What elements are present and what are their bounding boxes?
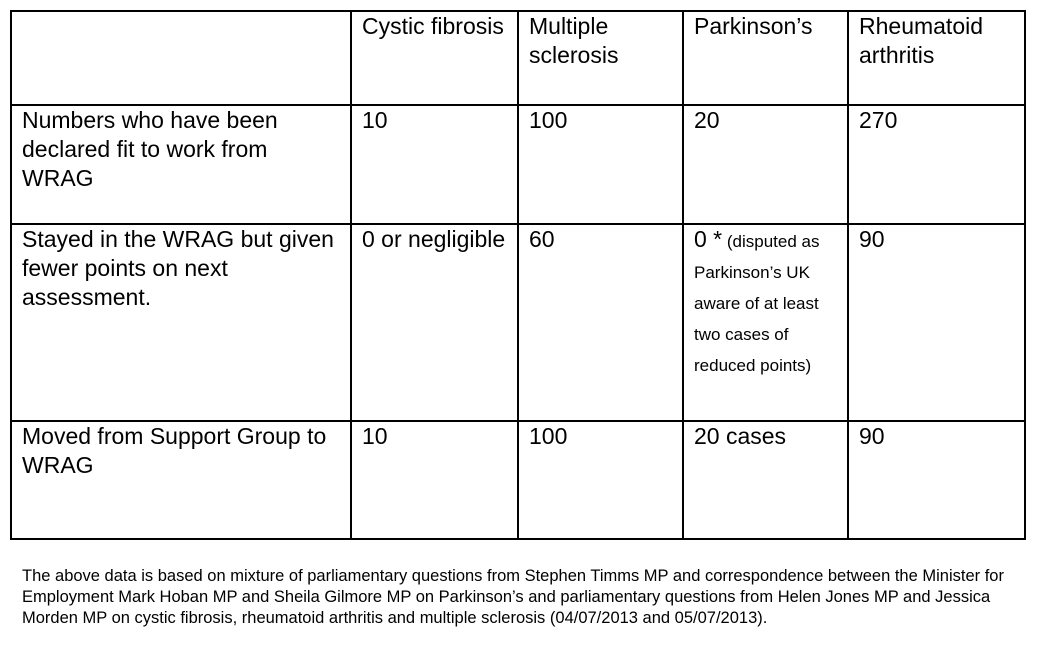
parkinsons-disputed-note: (disputed as Parkinson’s UK aware of at least two cases of reduced points) — [694, 232, 820, 375]
cell-cystic-fibrosis: 10 — [351, 421, 518, 539]
header-cell-parkinsons: Parkinson’s — [683, 11, 848, 105]
cell-rheumatoid-arthritis: 90 — [848, 421, 1025, 539]
cell-parkinsons: 20 cases — [683, 421, 848, 539]
table-row — [11, 224, 1025, 421]
table-row — [11, 421, 1025, 539]
row-label: Numbers who have been declared fit to work from WRAG — [11, 105, 351, 224]
header-cell-rheumatoid-arthritis: Rheumatoid arthritis — [848, 11, 1025, 105]
cell-multiple-sclerosis: 60 — [518, 224, 683, 421]
cell-multiple-sclerosis: 100 — [518, 421, 683, 539]
header-cell-empty — [11, 11, 351, 105]
parkinsons-value: 0 * — [694, 226, 723, 252]
source-footnote: The above data is based on mixture of parliamentary questions from Stephen Timms MP and correspondence between the Minister for Employment Mark Hoban MP and Sheila Gilmore MP on Parkinson’s and parliamentary questions from Helen Jones MP and Jessica Morden MP on cystic fibrosis, rheumatoid arthritis and multiple sclerosis (04/07/2013 and 05/07/2013). — [22, 567, 1004, 627]
cell-parkinsons — [683, 224, 848, 421]
data-table — [10, 10, 1026, 540]
table-row — [11, 105, 1025, 224]
cell-cystic-fibrosis: 0 or negligible — [351, 224, 518, 421]
cell-cystic-fibrosis: 10 — [351, 105, 518, 224]
cell-rheumatoid-arthritis: 90 — [848, 224, 1025, 421]
cell-multiple-sclerosis: 100 — [518, 105, 683, 224]
table-header-row — [11, 11, 1025, 105]
row-label: Moved from Support Group to WRAG — [11, 421, 351, 539]
cell-rheumatoid-arthritis: 270 — [848, 105, 1025, 224]
row-label: Stayed in the WRAG but given fewer points on next assessment. — [11, 224, 351, 421]
header-cell-multiple-sclerosis: Multiple sclerosis — [518, 11, 683, 105]
header-cell-cystic-fibrosis: Cystic fibrosis — [351, 11, 518, 105]
cell-parkinsons: 20 — [683, 105, 848, 224]
